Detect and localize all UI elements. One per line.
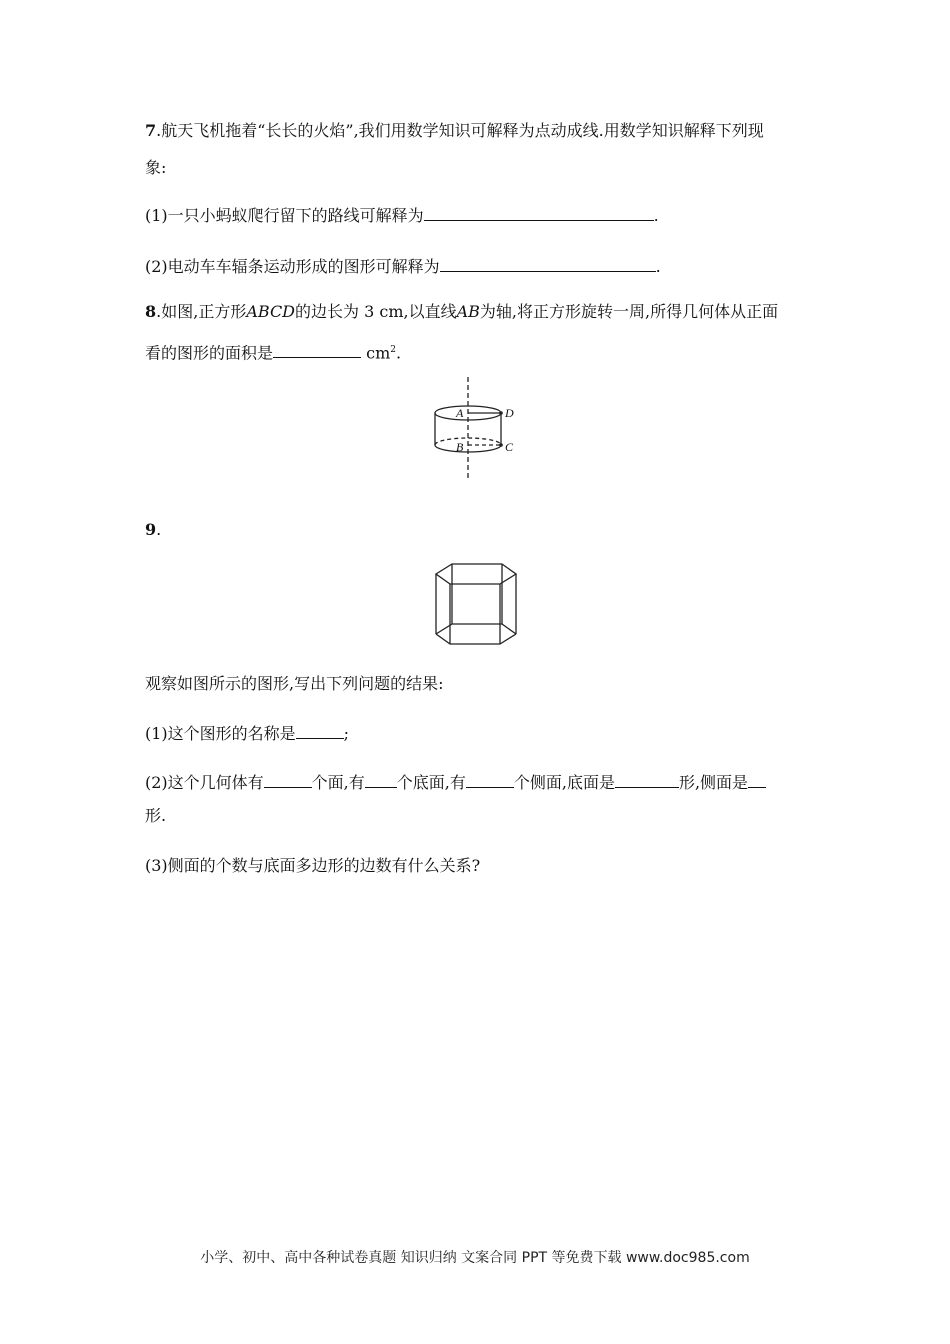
q9-s2-text-a: (2)这个几何体有 <box>145 773 264 792</box>
q7-text-2: 象: <box>145 158 167 177</box>
q8-unit-exponent: 2 <box>390 345 396 355</box>
q9-s1-blank[interactable] <box>296 722 344 739</box>
q9-s2-blank-1[interactable] <box>264 771 312 788</box>
q7-sub-2 <box>145 255 661 278</box>
q8-square-name: ABCD <box>246 302 296 321</box>
q9-sub-2 <box>145 771 766 794</box>
label-c: C <box>505 440 514 454</box>
q9-s2-text-d: 个侧面,底面是 <box>513 773 615 792</box>
prism-bottom-back <box>436 624 516 634</box>
q8-unit: cm <box>361 343 391 363</box>
prism-bottom-front <box>436 634 516 644</box>
q8-blank[interactable] <box>273 341 361 358</box>
label-b: B <box>456 440 464 454</box>
q8-text-c: 为轴,将正方形旋转一周,所得几何体从正面 <box>479 302 779 321</box>
q8-line-1 <box>145 301 778 323</box>
q7-line-1 <box>145 120 764 142</box>
q8-end: . <box>395 343 402 363</box>
q8-text-b: 的边长为 3 cm,以直线 <box>295 302 457 321</box>
q9-intro-text: 观察如图所示的图形,写出下列问题的结果: <box>145 674 444 693</box>
q9-dot: . <box>156 520 162 539</box>
q9-s2-text-e: 形,侧面是 <box>678 773 749 792</box>
q7-sub1-blank[interactable] <box>424 204 654 221</box>
q9-heading <box>145 519 161 541</box>
q8-text-d: 看的图形的面积是 <box>145 343 274 363</box>
q9-s3-text: (3)侧面的个数与底面多边形的边数有什么关系? <box>145 856 481 875</box>
q9-s2-blank-4[interactable] <box>615 771 679 788</box>
q9-s2-blank-5[interactable] <box>748 771 766 788</box>
q9-s2-text-c: 个底面,有 <box>396 773 466 792</box>
q7-sub-1 <box>145 204 659 227</box>
q9-sub-1 <box>145 722 349 745</box>
q8-line-2 <box>145 339 401 364</box>
q9-s1-text: (1)这个图形的名称是 <box>145 724 296 743</box>
page-footer: 小学、初中、高中各种试卷真题 知识归纳 文案合同 PPT 等免费下载 www.doc985.com <box>200 1250 750 1266</box>
cylinder-figure <box>420 375 530 485</box>
q7-sub2-text: (2)电动车车辐条运动形成的图形可解释为 <box>145 257 440 276</box>
q9-s2-blank-2[interactable] <box>365 771 397 788</box>
q9-sub-3 <box>145 855 480 877</box>
q7-sub2-blank[interactable] <box>440 255 656 272</box>
q9-s2-text-f: 形. <box>145 806 167 825</box>
prism-top-face <box>436 564 516 584</box>
q9-s1-end: ; <box>343 724 350 743</box>
label-d: D <box>505 406 514 420</box>
q8-axis-name: AB <box>456 302 480 321</box>
q7-text-1: .航天飞机拖着“长长的火焰”,我们用数学知识可解释为点动成线.用数学知识解释下列现 <box>156 121 764 140</box>
q7-sub2-end: . <box>655 257 661 276</box>
hexagonal-prism-figure <box>428 560 528 652</box>
q8-text-a: .如图,正方形 <box>156 302 247 321</box>
q7-sub1-end: . <box>653 206 659 225</box>
q9-s2-text-b: 个面,有 <box>311 773 365 792</box>
q9-s2-blank-3[interactable] <box>466 771 514 788</box>
q7-sub1-text: (1)一只小蚂蚁爬行留下的路线可解释为 <box>145 206 424 225</box>
q8-number: 8 <box>145 302 157 321</box>
q7-line-2 <box>145 157 166 179</box>
q9-sub-2-cont <box>145 805 166 827</box>
q9-intro <box>145 673 443 695</box>
label-a: A <box>456 406 464 420</box>
q9-number: 9 <box>145 520 157 539</box>
q7-number: 7 <box>145 121 157 140</box>
